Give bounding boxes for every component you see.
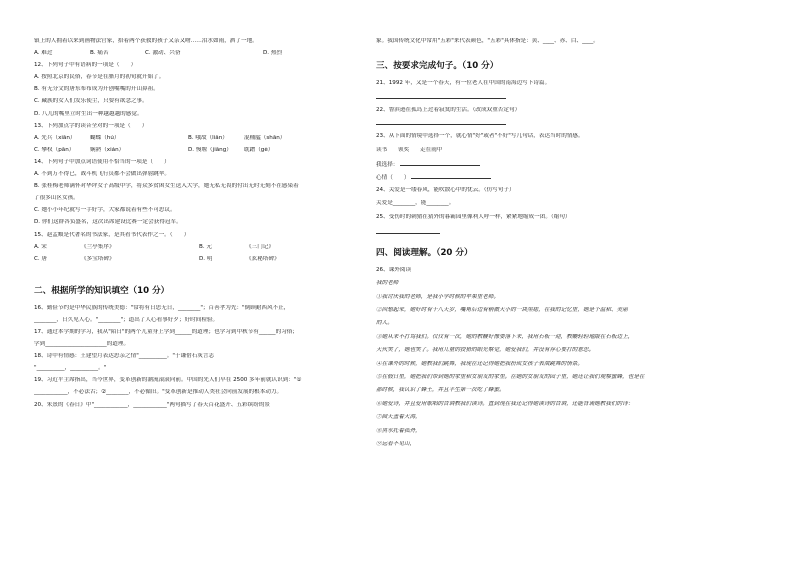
passage-paragraph: ⑤在假日里，她把我们带到她的家里和女朋友的家里。在她的女朋友的园子里，她还让我们观察蜜蜂，也是在 (376, 374, 645, 381)
q23-pick-row (376, 160, 758, 173)
q20-stem: 20、朱熹的《春日》中"____________，____________"两句描写了春天百花盛开、五彩缤纷的景 (34, 401, 271, 408)
q15-option-b2: 《三门记》 (246, 243, 274, 250)
q26-stem: 26、课外阅读 (376, 266, 412, 273)
q23-options (376, 147, 758, 160)
passage-paragraph: ②回想起来，她好时有十八天岁，嘴角后边有稍微大小的一块黑痣，在我的记忆里，她是个温和、美丽 (376, 307, 628, 314)
q23-pick-label: 我选择： (376, 161, 399, 168)
q12-option-a: A. 按照北京的民俗，春节是在腊月的初旬就开始了。 (34, 74, 165, 81)
q12-stem: 12、下列句子中有语病的一项是（ ） (34, 62, 137, 69)
q23-stem: 23、从下面的情境中选择一个，就心情"好"或者"不好"写几句话，表达当时的情感。 (376, 133, 584, 140)
q15-stem: 15、赵孟頫是代著名的书法家，是其看书代表作之一。（ ） (34, 231, 190, 238)
passage-paragraph: ①我讨厌我的老师，是我小学时候的苹果里老师。 (376, 293, 500, 300)
q16-continuation: ________，日久见人心。"________"；道出了人心看事好歹；好时间检验。 (34, 316, 219, 323)
q23-option-1: 读书 (376, 146, 388, 153)
q13-options-cd (34, 147, 364, 159)
q20-continuation: 象。我国传统文化中常用"五彩"来代表颜色，"五彩"具体指是：黄、____、赤、白、____。 (376, 38, 599, 44)
q10-continuation: 镇上的人拥着以来到画物法官家，拾着两个获救的孩子又亲又吻……泪水如雨，洒了一地。 (34, 38, 258, 44)
q11-option-c: C. 激动、兴奋 (145, 50, 181, 57)
q13-option-b2: 混桶艋（shān） (244, 134, 286, 141)
q12-option-c: C. 藏族的女人们发乐使尘，只要有欲念之事。 (34, 98, 148, 105)
q17-continuation: 学到______________________的道理。 (34, 341, 130, 348)
q19-stem: 19、习近平主席指出，当今世界，变革创新的潮流滚滚向前。中国的先人们早在 2500 多年前就认识到："① (34, 377, 302, 384)
q11-option-d: D. 热烈 (263, 50, 283, 57)
q19-continuation: ____________，不必法古；②________，不必循旧。"变革创新是推动人类社会向前发展的根本动力。 (34, 389, 283, 396)
q14-stem: 14、下列句子中加点词语使用不恰当的一项是（ ） (34, 158, 170, 165)
passage-paragraph: 大伙笑了，她也笑了。我用儿童的狡猾的眼光察觉，她爱我们，并没有存心要打的意思。 (376, 347, 595, 354)
q21-stem: 21、1992 年，又是一个春天，有一位老人在中国的南海边写下诗篇。 (376, 80, 551, 87)
q13-option-a2: 蝴蝶（hú） (90, 134, 120, 141)
passage-title: 我的老师 (376, 280, 399, 287)
q11-option-b: B. 痛苦 (90, 50, 109, 57)
q22-answer-line[interactable] (376, 120, 506, 125)
q21-answer-line[interactable] (376, 94, 506, 99)
q14-option-c: C. 她小小年纪就写一手好字，大家都说着有些不可思议。 (34, 207, 176, 214)
right-column (376, 38, 758, 454)
q15-option-c1: C. 唐 (34, 255, 48, 262)
q14-option-a: A. 不到万不得已，战斗机飞行员都不会做出弹射跳伞。 (34, 171, 170, 178)
passage-paragraph: ④在课外的时候，她教我们跳舞，我现在还记得她把我扮成女孩子表演跳舞的情景。 (376, 360, 583, 367)
passage-poem-line: ⑨远看不见山， (376, 440, 416, 447)
passage-paragraph: 的人。 (376, 320, 393, 327)
q12-option-b: B. 有无分文的唐东布布成为开创嘴嘴的开山鼻祖。 (34, 86, 159, 93)
section-4-heading: 四、阅读理解。（20 分） (376, 247, 473, 258)
q13-option-a1: A. 先兵（xiān） (34, 134, 76, 141)
q24-stem: 24、关爱是一缕春风，能吹散心中的忧云。（仿写句子） (376, 186, 515, 193)
q14-option-b: B. 张桂梅老师满怀对华坪女子高级中学，将众多贫困女生送入大学，她无私无畏的付出无时无刻不在感染着 (34, 183, 299, 190)
q23-option-2: 领奖 (398, 146, 410, 153)
q25-stem: 25、受伤时的刺猬在猜外的暮霸园里像利人呼一样，紧紧地缩成一团。（缩句） (376, 213, 571, 220)
q15-option-c2: 《多宝塔碑》 (81, 255, 115, 262)
q23-mood-label: 心情（ ） (376, 175, 410, 182)
section-3-heading: 三、按要求完成句子。（10 分） (376, 61, 499, 72)
q24-frame: 关爱是________，能________。 (376, 200, 455, 207)
passage-paragraph: 那时候，我认识了蜂王，并且平生第一次吃了蜂蜜。 (376, 387, 505, 394)
reading-passage (376, 280, 758, 454)
q15-option-d1: D. 明 (199, 255, 213, 262)
q13-option-c2: 娴熟（xián） (90, 146, 125, 153)
passage-poem-line: ⑧黑水托着孤舟， (376, 427, 421, 434)
passage-paragraph: ⑥她爱诗，并且爱用歌唱的音调教我们读诗。直到现在我还记得她读诗的音调，还能背诵她教我们的诗： (376, 400, 634, 407)
q15-options-cd (34, 256, 364, 268)
q14-option-d: D. 你们这群各负盛名，这次出席建设比赛一定会获得冠军。 (34, 219, 182, 226)
q15-option-d2: 《玄秘塔碑》 (246, 255, 280, 262)
q11-option-a: A. 难过 (34, 50, 53, 57)
q17-stem: 17、通过本学期的学习，我从"陌日"的两个儿童身上学到______的道理；也学习到中秋节有______的习俗； (34, 328, 298, 335)
q15-option-a1: A. 宋 (34, 243, 47, 250)
q23-mood-answer-line[interactable] (411, 173, 491, 179)
q18-continuation: "__________，__________。" (34, 365, 107, 372)
q16-stem: 16、勤俭节约是中华民族的传统美德："常将有日思无日，________"；百善孝为先："倒顾耐西风不止， (34, 304, 290, 311)
left-column (34, 38, 364, 414)
q22-stem: 22、鲁滨逊在孤岛上过着寂寞的生活。（改成双重否定句） (376, 106, 521, 113)
q25-answer-line[interactable] (376, 229, 440, 234)
q15-option-b1: B. 元 (199, 243, 212, 250)
q13-option-c1: C. 攀权（pān） (34, 146, 75, 153)
q13-options-ab (34, 135, 364, 147)
q18-stem: 18、诗中有情感：王建望月表达思亲之情"__________。"于谦借石灰言志 (34, 353, 215, 360)
q13-stem: 13、下列加点字的读音全对的一项是（ ） (34, 122, 148, 129)
passage-poem-line: ⑦圆天盖着大海， (376, 414, 421, 421)
q13-option-d1: D. 慢堰（jiāng） (188, 146, 232, 153)
q15-option-a2: 《兰亭集序》 (81, 243, 115, 250)
q12-option-d: D. 八儿的嘴里立时生出一种越越越的感觉。 (34, 110, 143, 117)
q23-mood-row (376, 173, 758, 186)
q13-option-d2: 耽蹭（gè） (244, 146, 274, 153)
q15-options-ab (34, 244, 364, 256)
q23-option-3: 走在雨中 (420, 146, 443, 153)
q11-options (34, 50, 364, 62)
q14-option-b-cont: 了很多山区女孩。 (34, 195, 79, 202)
section-2-heading: 二、根据所学的知识填空（10 分） (34, 285, 170, 296)
passage-paragraph: ③她从来不打骂我们。仅仅有一次，她的教鞭好像要落下来，我用石板一迎，教鞭轻轻地敲在石板边上， (376, 333, 634, 340)
q13-option-b1: B. 哦故（liǎn） (188, 134, 228, 141)
q23-pick-answer-line[interactable] (400, 160, 480, 166)
